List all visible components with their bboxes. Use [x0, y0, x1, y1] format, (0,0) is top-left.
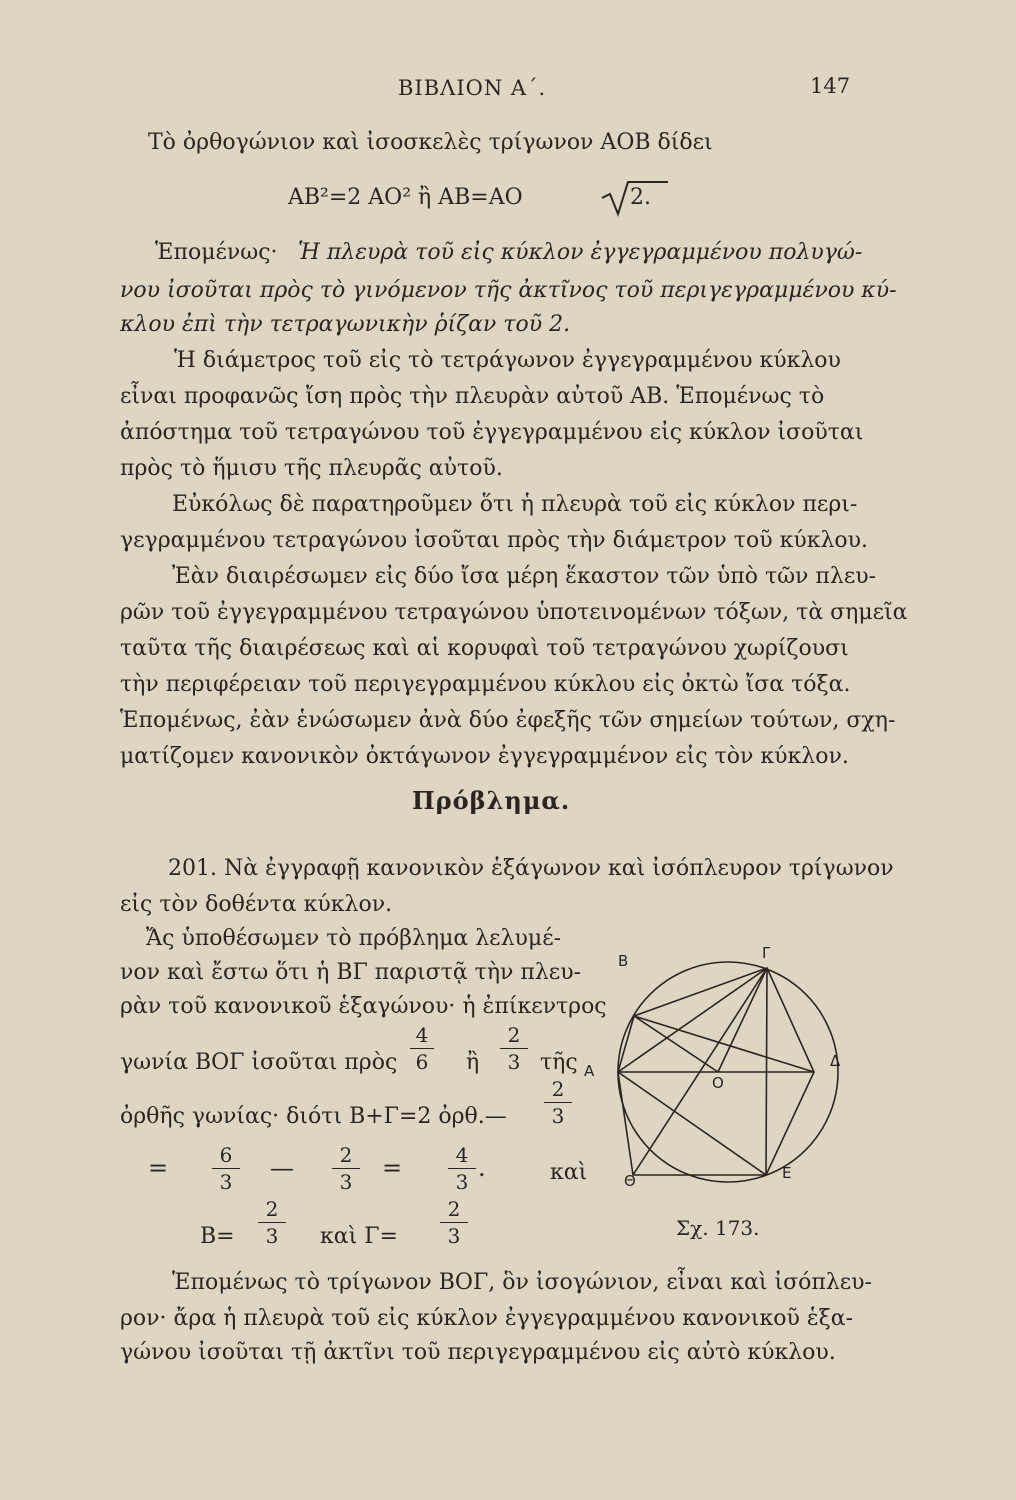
fraction: 2 3	[440, 1198, 468, 1247]
text-line: ὀρθῆς γωνίας· διότι Β+Γ=2 ὀρθ.—	[120, 1104, 507, 1129]
text-line-lead: Ἑπομένως·	[155, 240, 278, 265]
text-line: εἶναι προφανῶς ἴση πρὸς τὴν πλευρὰν αὐτοῦ ΑΒ. Ἑπομένως τὸ	[120, 384, 825, 409]
section-heading: Πρόβλημα.	[412, 786, 571, 815]
text-word: τῆς	[540, 1050, 578, 1075]
equals-sign: =	[382, 1154, 403, 1182]
text-line: Ἐὰν διαιρέσωμεν εἰς δύο ἴσα μέρη ἕκαστον τῶν ὑπὸ τῶν πλευ-	[172, 564, 877, 589]
point-label-a: Α	[584, 1062, 595, 1080]
line-bo	[634, 1016, 718, 1072]
minus-sign: —	[270, 1154, 294, 1182]
page-number: 147	[810, 74, 851, 98]
text-line: Ἑπομένως τὸ τρίγωνον ΒΟΓ, ὃν ἰσογώνιον, εἶναι καὶ ἰσόπλευ-	[172, 1270, 872, 1295]
point-label-g: Γ	[762, 944, 771, 962]
text-line: γεγραμμένου τετραγώνου ἰσοῦται πρὸς τὴν διάμετρον τοῦ κύκλου.	[120, 528, 868, 553]
text-line: ματίζομεν κανονικὸν ὀκτάγωνον ἐγγεγραμμένον εἰς τὸν κύκλον.	[120, 744, 849, 769]
text-word: Β=	[200, 1224, 235, 1249]
fraction: 4 3	[448, 1144, 476, 1193]
fraction: 4 6	[410, 1024, 434, 1073]
fraction: 6 3	[212, 1144, 240, 1193]
text-line: γώνου ἰσοῦται τῇ ἀκτῖνι τοῦ περιγεγραμμένου εἰς αὐτὸ κύκλου.	[120, 1340, 836, 1365]
formula-line: ΑΒ²=2 ΑΟ² ἢ ΑΒ=ΑΟ	[288, 185, 523, 210]
fraction: 2 3	[500, 1024, 528, 1073]
text-line: τὴν περιφέρειαν τοῦ περιγεγραμμένου κύκλου εἰς ὀκτὼ ἴσα τόξα.	[120, 672, 851, 697]
text-line: Τὸ ὀρθογώνιον καὶ ἰσοσκελὲς τρίγωνον ΑΟΒ δίδει	[148, 130, 713, 155]
text-line: ἀπόστημα τοῦ τετραγώνου τοῦ ἐγγεγραμμένου εἰς κύκλον ἰσοῦται	[120, 420, 864, 445]
fraction: 2 3	[544, 1078, 572, 1127]
or-word: ἢ	[466, 1050, 480, 1075]
line-ge	[766, 968, 767, 1175]
text-word: καὶ	[550, 1160, 588, 1185]
text-line: Ἑπομένως, ἐὰν ἑνώσωμεν ἀνὰ δύο ἐφεξῆς τῶν σημείων τούτων, σχη-	[120, 708, 896, 733]
point-label-d: Δ	[830, 1052, 841, 1070]
point-label-th: Θ	[624, 1172, 636, 1190]
radicand: 2.	[630, 185, 651, 210]
text-line: νον καὶ ἔστω ὅτι ἡ ΒΓ παριστᾷ τὴν πλευ-	[120, 960, 582, 985]
text-line: Ἡ πλευρὰ τοῦ εἰς κύκλον ἐγγεγραμμένου πολυγώ-	[298, 240, 863, 265]
point-label-e: Ε	[782, 1164, 792, 1182]
text-line: γωνία ΒΟΓ ἰσοῦται πρὸς	[120, 1050, 398, 1075]
text-line: εἰς τὸν δοθέντα κύκλον.	[120, 892, 393, 917]
text-line: Εὐκόλως δὲ παρατηροῦμεν ὅτι ἡ πλευρὰ τοῦ εἰς κύκλον περι-	[172, 492, 858, 517]
text-line: νου ἰσοῦται πρὸς τὸ γινόμενον τῆς ἀκτῖνος τοῦ περιγεγραμμένου κύ-	[120, 278, 897, 303]
fraction: 2 3	[332, 1144, 360, 1193]
text-line: Ἄς ὑποθέσωμεν τὸ πρόβλημα λελυμέ-	[146, 926, 562, 951]
point-label-b: Β	[618, 952, 629, 970]
text-line: 201. Νὰ ἐγγραφῇ κανονικὸν ἑξάγωνον καὶ ἰσόπλευρον τρίγωνον	[168, 856, 894, 881]
text-line: Ἡ διάμετρος τοῦ εἰς τὸ τετράγωνον ἐγγεγραμμένου κύκλου	[174, 348, 841, 373]
line-ae	[618, 1072, 766, 1175]
fraction: 2 3	[258, 1198, 286, 1247]
text-line: ρὰν τοῦ κανονικοῦ ἑξαγώνου· ἡ ἐπίκεντρος	[120, 994, 607, 1019]
figure-caption: Σχ. 173.	[676, 1216, 760, 1240]
running-header: ΒΙΒΛΙΟΝ Α΄.	[398, 76, 547, 100]
equals-sign: =	[148, 1154, 169, 1182]
text-line: ρῶν τοῦ ἐγγεγραμμένου τετραγώνου ὑποτεινομένων τόξων, τὰ σημεῖα	[120, 600, 908, 625]
text-word: καὶ Γ=	[320, 1224, 398, 1249]
geometry-figure	[596, 944, 860, 1204]
text-line: ταῦτα τῆς διαιρέσεως καὶ αἱ κορυφαὶ τοῦ τετραγώνου χωρίζουσι	[120, 636, 849, 661]
period: .	[478, 1154, 486, 1182]
text-line: ρον· ἄρα ἡ πλευρὰ τοῦ εἰς κύκλον ἐγγεγραμμένου κανονικοῦ ἑξα-	[120, 1306, 854, 1331]
point-label-o: Ο	[712, 1074, 724, 1092]
text-line: κλου ἐπὶ τὴν τετραγωνικὴν ῥίζαν τοῦ 2.	[120, 312, 571, 337]
line-bd	[634, 1016, 814, 1072]
text-line: πρὸς τὸ ἥμισυ τῆς πλευρᾶς αὐτοῦ.	[120, 456, 503, 481]
